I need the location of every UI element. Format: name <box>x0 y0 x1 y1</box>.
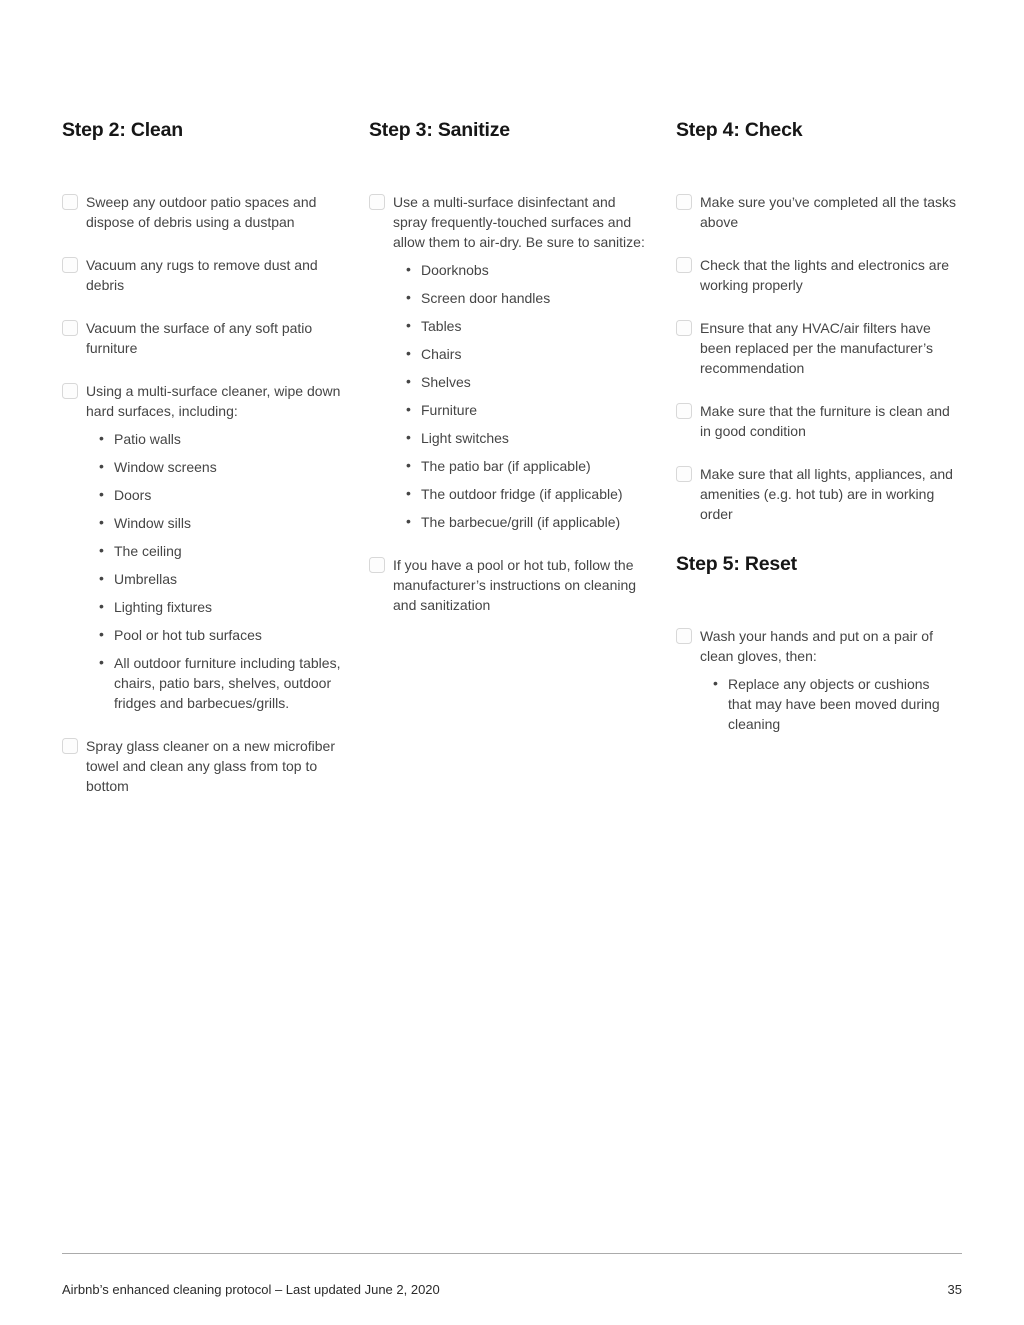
bullet-item: • Tables <box>421 316 649 336</box>
checkbox-icon[interactable] <box>676 320 692 336</box>
checkbox-icon[interactable] <box>676 257 692 273</box>
checklist-item <box>62 255 342 295</box>
bullet-list <box>700 674 956 734</box>
bullet-item: • Patio walls <box>114 429 342 449</box>
bullet-list <box>86 429 342 713</box>
checkbox-icon[interactable] <box>676 466 692 482</box>
checklist-item <box>676 255 956 295</box>
checklist-item <box>62 381 342 713</box>
checkbox-icon[interactable] <box>676 403 692 419</box>
checklist-item-text: Using a multi-surface cleaner, wipe down hard surfaces, including: <box>86 383 341 419</box>
bullet-item: • Umbrellas <box>114 569 342 589</box>
checklist-item <box>369 555 649 615</box>
checklist-item <box>369 192 649 532</box>
bullet-item: • Replace any objects or cushions that may have been moved during cleaning <box>728 674 956 734</box>
bullet-item: • Pool or hot tub surfaces <box>114 625 342 645</box>
bullet-item: • The patio bar (if applicable) <box>421 456 649 476</box>
checklist-item-text: Check that the lights and electronics are working properly <box>700 257 950 293</box>
checkbox-icon[interactable] <box>62 738 78 754</box>
checklist-item <box>676 401 956 441</box>
checklist-item-text: Wash your hands and put on a pair of clean gloves, then: <box>700 628 933 664</box>
checklist-item-body <box>86 255 342 295</box>
checklist-item <box>676 464 956 524</box>
checklist-item-body <box>86 736 342 796</box>
bullet-item: • Screen door handles <box>421 288 649 308</box>
checklist-item-text: Make sure that all lights, appliances, and amenities (e.g. hot tub) are in working order <box>700 466 953 522</box>
column-check-reset <box>676 118 956 819</box>
section-heading-step2: Step 2: Clean <box>62 119 183 141</box>
bullet-item: • Doorknobs <box>421 260 649 280</box>
checklist-item-body <box>700 626 956 734</box>
checklist-item <box>676 626 956 734</box>
bullet-item: • The outdoor fridge (if applicable) <box>421 484 649 504</box>
section-heading-step3: Step 3: Sanitize <box>369 119 510 141</box>
checklist-item-text: Spray glass cleaner on a new microfiber towel and clean any glass from top to bottom <box>86 738 336 794</box>
checklist-item-body <box>700 192 956 232</box>
checkbox-icon[interactable] <box>369 194 385 210</box>
checklist-item-body <box>700 318 956 378</box>
checklist-item-text: Vacuum any rugs to remove dust and debris <box>86 257 318 293</box>
checkbox-icon[interactable] <box>62 383 78 399</box>
footer-divider <box>62 1253 962 1254</box>
bullet-item: • Doors <box>114 485 342 505</box>
bullet-item: • Window sills <box>114 513 342 533</box>
column-sanitize <box>369 118 649 819</box>
bullet-item: • The ceiling <box>114 541 342 561</box>
checklist-item-text: Sweep any outdoor patio spaces and dispose of debris using a dustpan <box>86 194 317 230</box>
checklist-item-text: Make sure that the furniture is clean and in good condition <box>700 403 950 439</box>
checklist-item-body <box>393 192 649 532</box>
column-clean <box>62 118 342 819</box>
checklist-item-body <box>700 464 956 524</box>
checklist-item-body <box>700 255 956 295</box>
footer-text: Airbnb’s enhanced cleaning protocol – Last updated June 2, 2020 <box>62 1282 440 1297</box>
bullet-item: • All outdoor furniture including tables, chairs, patio bars, shelves, outdoor fridges and barbecues/grills. <box>114 653 342 713</box>
section-heading-step4: Step 4: Check <box>676 119 803 141</box>
checklist-item <box>62 318 342 358</box>
checklist-item-body <box>86 381 342 713</box>
checkbox-icon[interactable] <box>62 257 78 273</box>
bullet-item: • Shelves <box>421 372 649 392</box>
checkbox-icon[interactable] <box>676 628 692 644</box>
bullet-item: • The barbecue/grill (if applicable) <box>421 512 649 532</box>
checklist-item <box>62 192 342 232</box>
bullet-item: • Furniture <box>421 400 649 420</box>
section-heading-step5: Step 5: Reset <box>676 553 797 575</box>
checklist-item-text: Vacuum the surface of any soft patio furniture <box>86 320 313 356</box>
bullet-item: • Chairs <box>421 344 649 364</box>
bullet-list <box>393 260 649 532</box>
checklist-item <box>676 318 956 378</box>
checkbox-icon[interactable] <box>62 320 78 336</box>
checklist-item-text: Use a multi-surface disinfectant and spray frequently-touched surfaces and allow them to air-dry. Be sure to sanitize: <box>393 194 645 250</box>
checklist-item-body <box>86 192 342 232</box>
checkbox-icon[interactable] <box>62 194 78 210</box>
checklist-item-text: If you have a pool or hot tub, follow the manufacturer’s instructions on cleaning and sanitization <box>393 557 637 613</box>
checklist-item-body <box>700 401 956 441</box>
checklist-item-text: Ensure that any HVAC/air filters have been replaced per the manufacturer’s recommendation <box>700 320 933 376</box>
checklist-item-body <box>393 555 649 615</box>
checkbox-icon[interactable] <box>369 557 385 573</box>
checklist-item <box>676 192 956 232</box>
bullet-item: • Lighting fixtures <box>114 597 342 617</box>
checkbox-icon[interactable] <box>676 194 692 210</box>
bullet-item: • Window screens <box>114 457 342 477</box>
bullet-item: • Light switches <box>421 428 649 448</box>
checklist-item <box>62 736 342 796</box>
checklist-item-body <box>86 318 342 358</box>
page-footer <box>62 1282 962 1297</box>
page-number: 35 <box>947 1282 962 1297</box>
checklist-item-text: Make sure you’ve completed all the tasks above <box>700 194 957 230</box>
checklist-columns <box>62 118 956 819</box>
